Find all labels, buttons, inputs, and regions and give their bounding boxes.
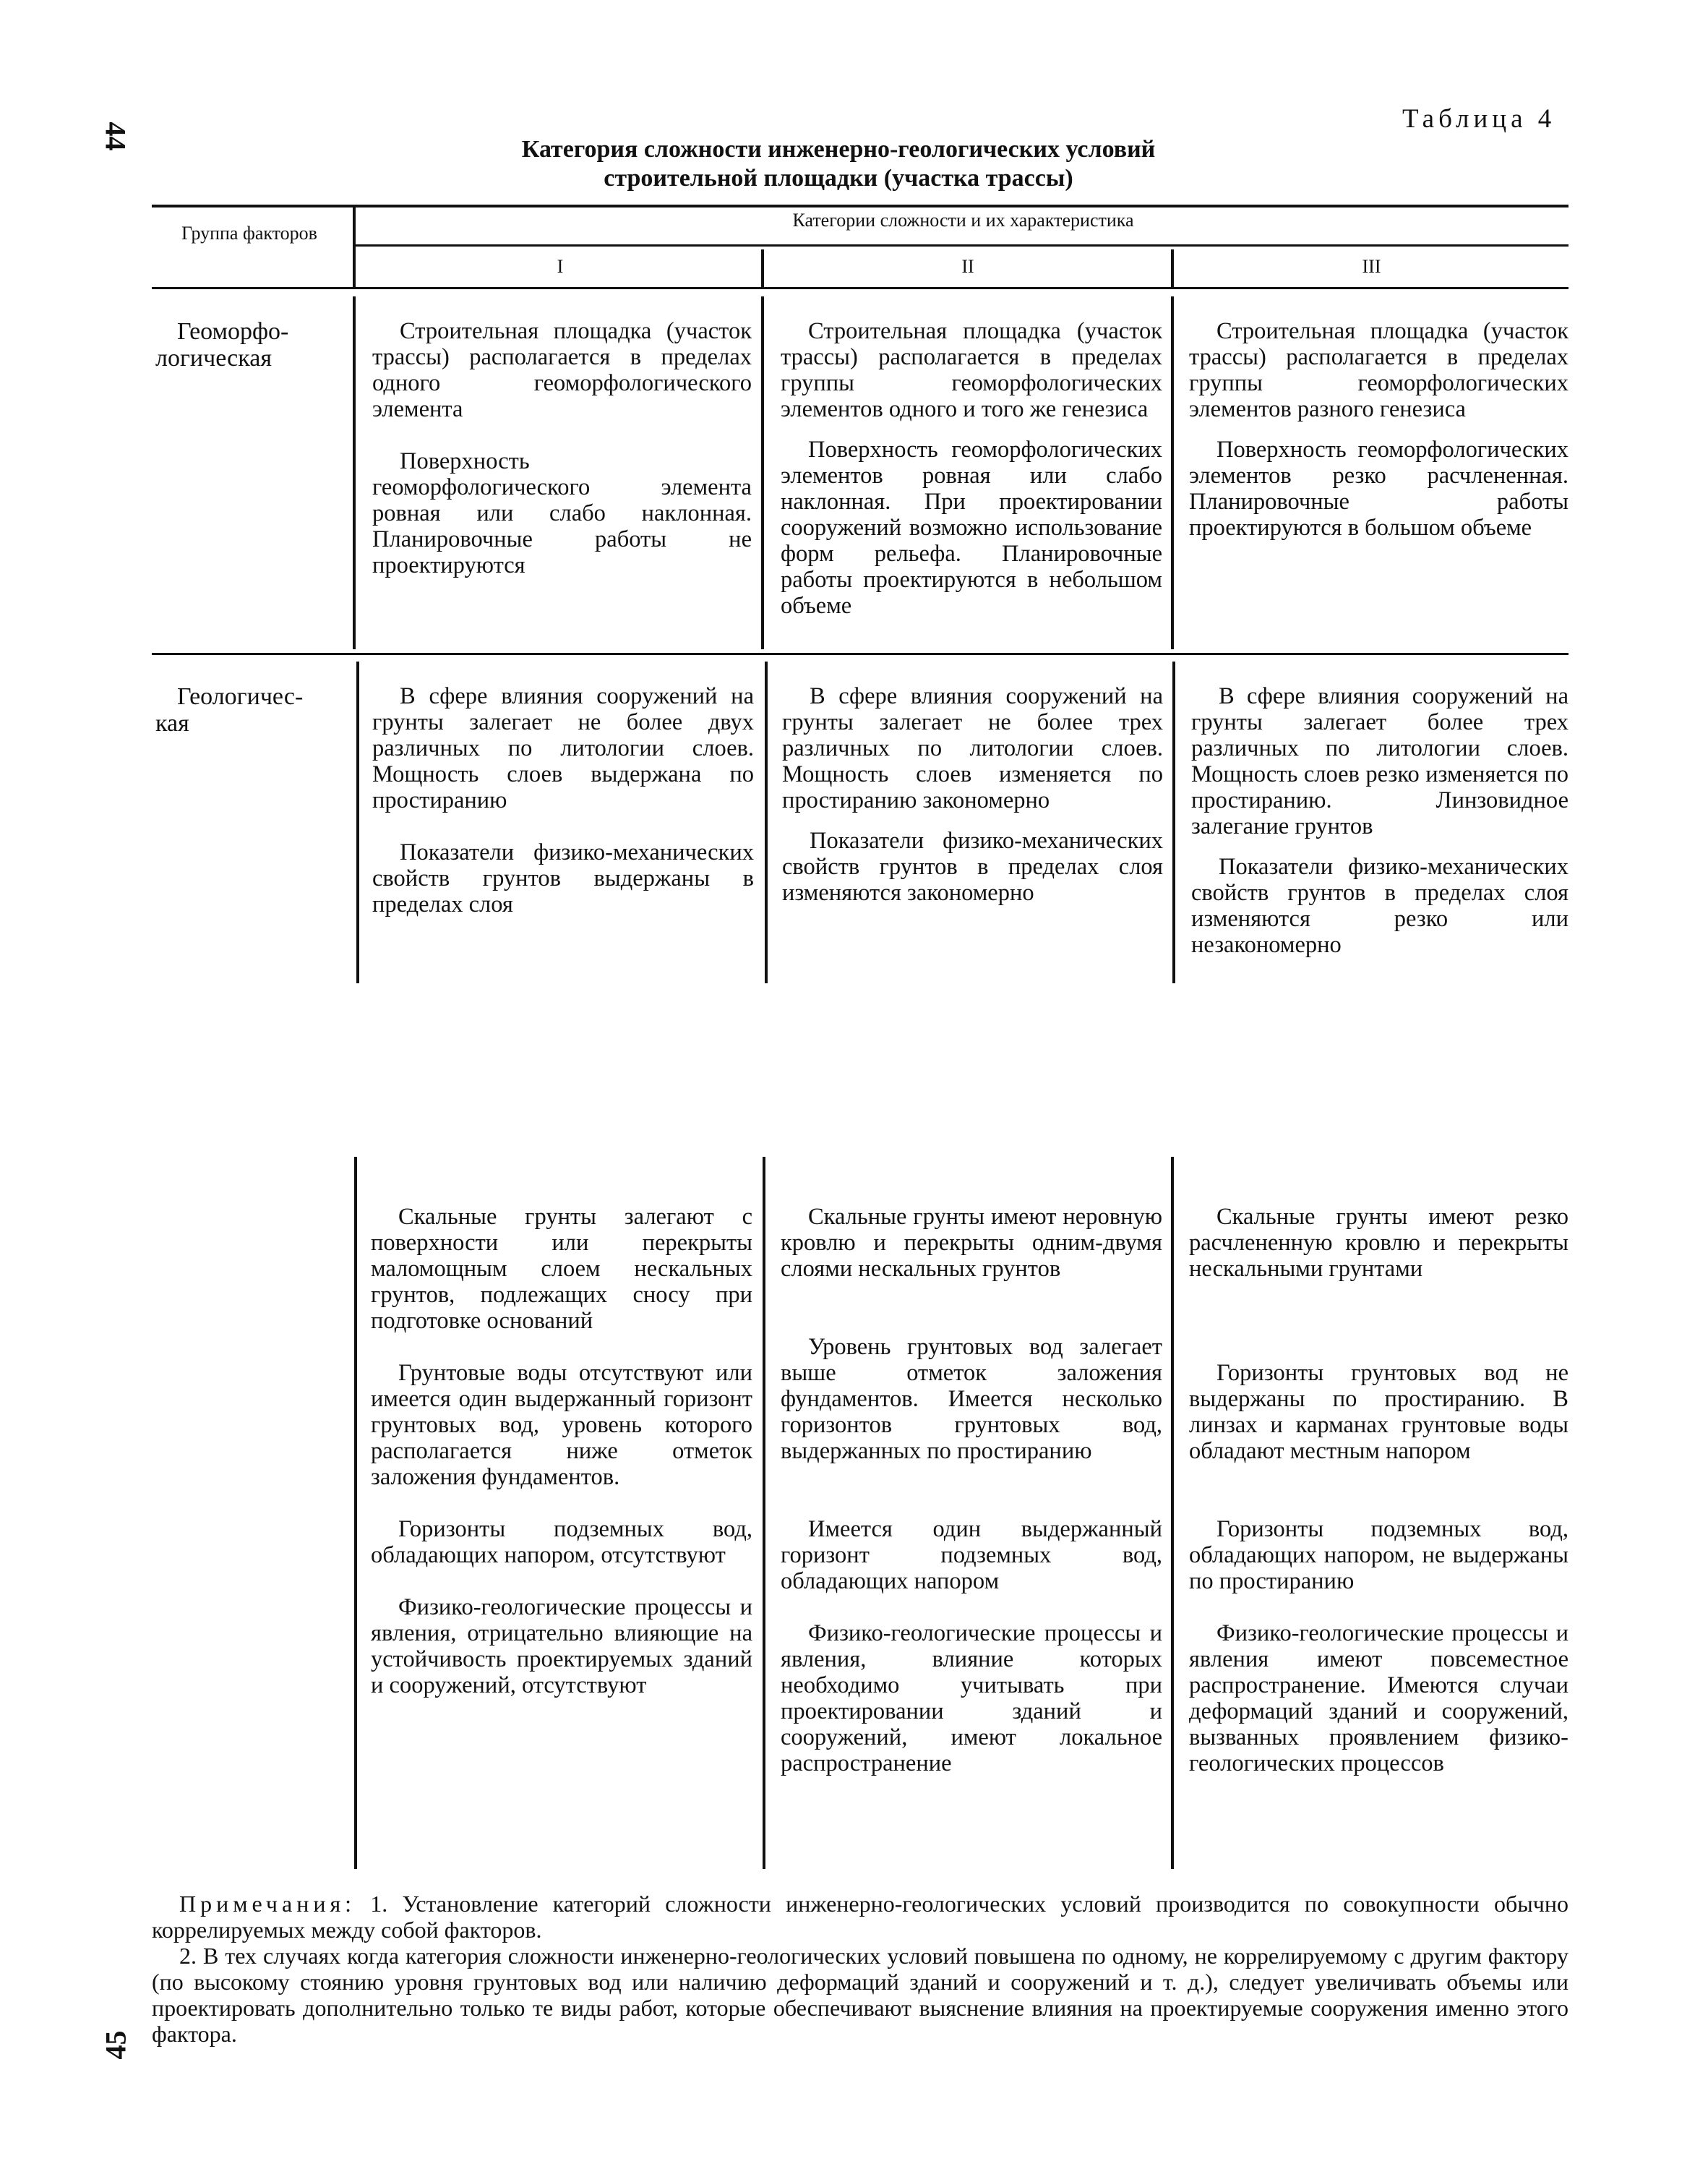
header-cat-3: III bbox=[1362, 256, 1381, 277]
column-line-2a bbox=[761, 296, 764, 649]
cell-paragraph: Поверхность геоморфологических элементов ровная или слабо наклонная. При проектировании сооружений возможно использование форм рельефа. Планировочные работы проектируются в небольшом объеме bbox=[781, 437, 1162, 619]
header-categories-caption: Категории сложности и их характеристика bbox=[792, 210, 1134, 231]
cell-paragraph: Уровень грунтовых вод залегает выше отметок заложения фундаментов. Имеется несколько горизонтов грунтовых вод, выдержанных по простиранию bbox=[781, 1334, 1162, 1464]
column-line-1b bbox=[356, 662, 359, 983]
column-line-2b bbox=[765, 662, 768, 983]
cell-paragraph: Показатели физико-механических свойств грунтов в пределах слоя изменяются резко или незакономерно bbox=[1191, 854, 1568, 958]
row-divider-rule bbox=[152, 653, 1568, 655]
cell-paragraph: Поверхность геоморфологических элементов резко расчлененная. Планировочные работы проектируются в большом объеме bbox=[1189, 437, 1568, 541]
cell-paragraph: Горизонты подземных вод, обладающих напором, не выдержаны по простиранию bbox=[1189, 1516, 1568, 1594]
cell-geolog-cat2 bbox=[782, 683, 1163, 906]
cell-paragraph: Физико-геологические процессы и явления имеют повсеместное распространение. Имеются случаи деформаций зданий и сооружений, вызванных проявлением физико-геологических процессов bbox=[1189, 1620, 1568, 1776]
cell-paragraph: Строительная площадка (участок трассы) располагается в пределах одного геоморфологического элемента bbox=[372, 318, 752, 422]
cell-paragraph: Скальные грунты залегают с поверхности или перекрыты маломощным слоем нескальных грунтов, подлежащих сносу при подготовке оснований bbox=[371, 1204, 752, 1334]
cell-paragraph: Горизонты подземных вод, обладающих напором, отсутствуют bbox=[371, 1516, 752, 1568]
cell-paragraph: Скальные грунты имеют неровную кровлю и перекрыты одним-двумя слоями нескальных грунтов bbox=[781, 1204, 1162, 1282]
cell-paragraph: Горизонты грунтовых вод не выдержаны по простиранию. В линзах и карманах грунтовые воды обладают местным напором bbox=[1189, 1360, 1568, 1464]
cell-cont-cat2 bbox=[781, 1204, 1162, 1776]
header-cat-2: II bbox=[961, 256, 974, 277]
cell-cont-cat3 bbox=[1189, 1204, 1568, 1776]
column-line-3c bbox=[1171, 1157, 1174, 1869]
table-title bbox=[405, 135, 1272, 193]
cell-cont-cat1 bbox=[371, 1204, 752, 1698]
header-vline-3 bbox=[1171, 249, 1174, 287]
header-vline-1 bbox=[353, 205, 356, 289]
cell-paragraph: Показатели физико-механических свойств грунтов выдержаны в пределах слоя bbox=[372, 839, 754, 917]
cell-geomorph-cat1 bbox=[372, 318, 752, 578]
column-line-2c bbox=[763, 1157, 765, 1869]
cell-paragraph: Грунтовые воды отсутствуют или имеется один выдержанный горизонт грунтовых вод, уровень которого располагается ниже отметок заложения фундаментов. bbox=[371, 1360, 752, 1490]
notes-label: Примечания: bbox=[179, 1891, 356, 1917]
cell-paragraph: Имеется один выдержанный горизонт подземных вод, обладающих напором bbox=[781, 1516, 1162, 1594]
table-top-rule bbox=[152, 205, 1568, 208]
cell-geomorph-cat2 bbox=[781, 318, 1162, 619]
header-sub-rule bbox=[354, 244, 1568, 247]
header-cat-1: I bbox=[557, 256, 564, 277]
table-label: Таблица 4 bbox=[1402, 104, 1556, 134]
table-title-line2: строительной площадки (участка трассы) bbox=[604, 165, 1073, 192]
cell-geomorph-cat3 bbox=[1189, 318, 1568, 541]
cell-paragraph: В сфере влияния сооружений на грунты залегает более трех различных по литологии слоев. Мощность слоев резко изменяется по простиранию. Линзовидное залегание грунтов bbox=[1191, 683, 1568, 839]
header-group-col: Группа факторов bbox=[181, 223, 317, 244]
cell-geolog-cat3 bbox=[1191, 683, 1568, 958]
column-line-3a bbox=[1171, 296, 1174, 649]
group-geomorph: Геоморфо- логическая bbox=[155, 318, 289, 372]
cell-paragraph: Физико-геологические процессы и явления, влияние которых необходимо учитывать при проектировании зданий и сооружений, имеют локальное распространение bbox=[781, 1620, 1162, 1776]
cell-paragraph: Физико-геологические процессы и явления, отрицательно влияющие на устойчивость проектируемых зданий и сооружений, отсутствуют bbox=[371, 1594, 752, 1698]
header-bottom-rule bbox=[152, 287, 1568, 289]
page-number-top: 44 bbox=[99, 121, 132, 151]
column-line-1c bbox=[354, 1157, 357, 1869]
group-geolog: Геологичес- кая bbox=[155, 683, 304, 737]
page-number-bottom: 45 bbox=[99, 2030, 132, 2060]
cell-paragraph: В сфере влияния сооружений на грунты залегает не более двух различных по литологии слоев. Мощность слоев выдержана по простиранию bbox=[372, 683, 754, 813]
cell-paragraph: Скальные грунты имеют резко расчлененную кровлю и перекрыты нескальными грунтами bbox=[1189, 1204, 1568, 1282]
notes bbox=[152, 1891, 1568, 2047]
note-1-text: 1. Установление категорий сложности инженерно-геологических условий производится по совокупности обычно коррелируемых между собой факторов. bbox=[152, 1891, 1569, 1943]
table-title-line1: Категория сложности инженерно-геологических условий bbox=[521, 136, 1156, 163]
cell-paragraph: Строительная площадка (участок трассы) располагается в пределах группы геоморфологических элементов разного генезиса bbox=[1189, 318, 1568, 422]
column-line-3b bbox=[1172, 662, 1175, 983]
cell-paragraph: Поверхность геоморфологического элемента ровная или слабо наклонная. Планировочные работы не проектируются bbox=[372, 448, 752, 578]
cell-paragraph: В сфере влияния сооружений на грунты залегает не более трех различных по литологии слоев. Мощность слоев изменяется по простиранию закономерно bbox=[782, 683, 1163, 813]
cell-geolog-cat1 bbox=[372, 683, 754, 917]
cell-paragraph: Показатели физико-механических свойств грунтов в пределах слоя изменяются закономерно bbox=[782, 828, 1163, 906]
note-1 bbox=[152, 1891, 1568, 1943]
cell-paragraph: Строительная площадка (участок трассы) располагается в пределах группы геоморфологических элементов одного и того же генезиса bbox=[781, 318, 1162, 422]
note-2: 2. В тех случаях когда категория сложности инженерно-геологических условий повышена по одному, не коррелируемому с другим фактору (по высокому стоянию уровня грунтовых вод или наличию деформаций зданий и сооружений и т. д.), следует увеличивать объемы или проектировать дополнительно только те виды работ, которые обеспечивают выяснение влияния на проектируемые сооружения именно этого фактора. bbox=[152, 1943, 1568, 2047]
column-line-1a bbox=[353, 296, 356, 649]
